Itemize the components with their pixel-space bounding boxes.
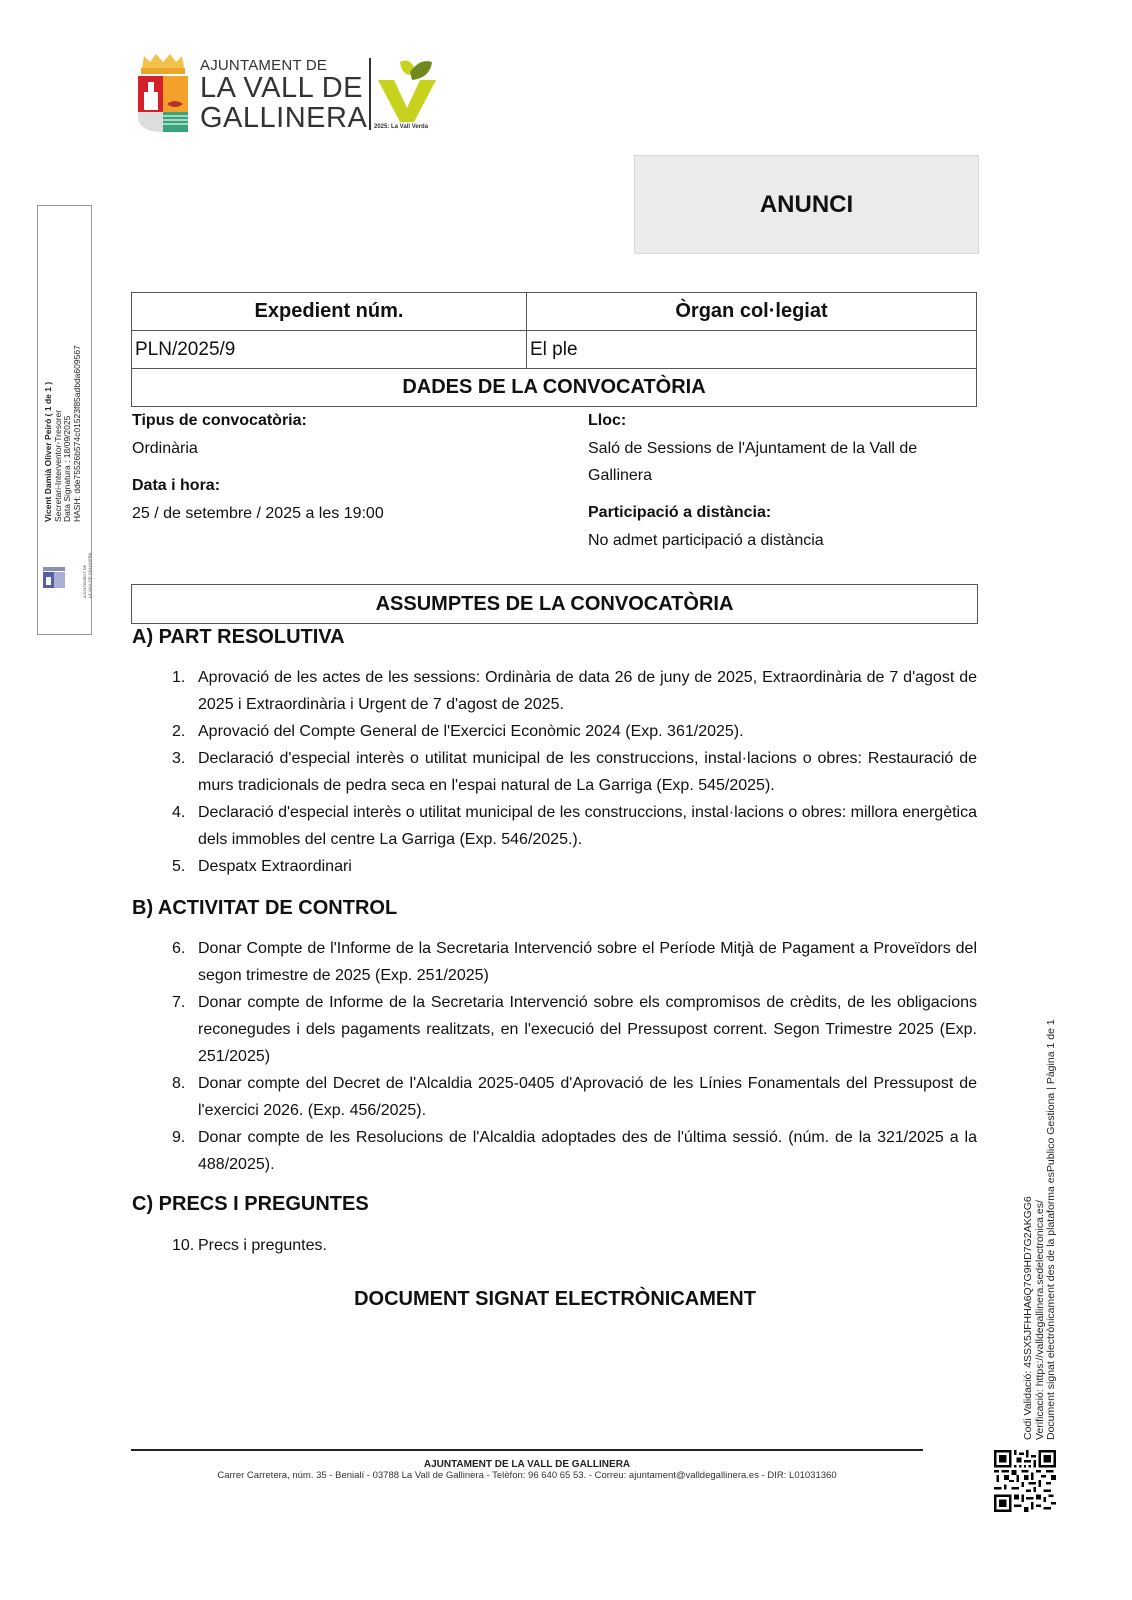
document-type-box	[634, 155, 979, 254]
agenda-item-number: 7.	[172, 994, 186, 1011]
footer-address: Carrer Carretera, núm. 35 - Benialí - 03788 La Vall de Gallinera - Telèfon: 96 640 65 53. - Correu: ajuntament@valldegallinera.es - DIR: L01031360	[217, 1470, 837, 1481]
agenda-item	[172, 1124, 977, 1178]
agenda-item	[172, 718, 977, 745]
validation-info	[1023, 1019, 1058, 1440]
header-expedient: Expedient núm.	[132, 293, 527, 331]
agenda-item-number: 4.	[172, 804, 186, 821]
stamp-caption-line1: AJUNTAMENT DE	[82, 564, 87, 598]
header-organ: Òrgan col·legiat	[527, 293, 977, 331]
logo-text-line1: LA VALL DE	[200, 72, 363, 104]
signature-date: Data Signatura : 18/09/2025	[62, 415, 72, 522]
agenda-item-number: 1.	[172, 669, 186, 686]
agenda-item-text: Precs i preguntes.	[198, 1237, 327, 1254]
section-title-dades: DADES DE LA CONVOCATÒRIA	[132, 369, 977, 407]
expedient-number: PLN/2025/9	[132, 331, 527, 369]
agenda-item-number: 8.	[172, 1075, 186, 1092]
document-type-title: ANUNCI	[759, 190, 854, 218]
agenda-item-text: Aprovació del Compte General de l'Exercici Econòmic 2024 (Exp. 361/2025).	[198, 723, 744, 740]
coat-of-arms-icon	[136, 52, 190, 134]
section-c-list	[172, 1232, 977, 1259]
agenda-item	[172, 853, 977, 880]
signer-role: Secretari-Interventor-Tresorer	[52, 409, 63, 522]
agenda-item-number: 5.	[172, 858, 186, 875]
agenda-item-text: Declaració d'especial interès o utilitat municipal de les construccions, instal·lacions o obres: millora energètica dels immobles del centre La Garriga (Exp. 546/2025.).	[198, 804, 977, 848]
agenda-item-text: Donar compte del Decret de l'Alcaldia 2025-0405 d'Aprovació de les Línies Fonamentals del Pressupost de l'exercici 2026. (Exp. 456/2025).	[198, 1075, 977, 1119]
assumptes-header-box	[131, 584, 978, 624]
agenda-item-number: 10.	[172, 1237, 195, 1254]
section-a-title: A) PART RESOLUTIVA	[132, 626, 345, 648]
logo-caption: 2025: La Vall Verda	[374, 124, 429, 130]
agenda-item-text: Despatx Extraordinari	[198, 858, 352, 875]
agenda-item-number: 3.	[172, 750, 186, 767]
signed-notice: DOCUMENT SIGNAT ELECTRÒNICAMENT	[354, 1288, 756, 1310]
footer-title: AJUNTAMENT DE LA VALL DE GALLINERA	[423, 1459, 631, 1470]
agenda-item-text: Donar Compte de l'Informe de la Secretaria Intervenció sobre el Període Mitjà de Pagament a Proveïdors del segon trimestre de 2025 (Exp. 251/2025)	[198, 940, 977, 984]
stamp-caption-line2: LA VALL DE GALLINERA	[86, 552, 92, 598]
organ-value: El ple	[527, 331, 977, 369]
stamp-logo-icon	[41, 567, 67, 589]
logo-wordmark	[200, 58, 367, 133]
signer-name: Vicent Damià Oliver Peiró ( 1 de 1 )	[43, 381, 53, 522]
section-a-list	[172, 664, 977, 880]
agenda-item	[172, 935, 977, 989]
agenda-item-text: Donar compte de les Resolucions de l'Alcaldia adoptades des de l'última sessió. (núm. de la 321/2025 a la 488/2025).	[198, 1129, 977, 1173]
agenda-item	[172, 664, 977, 718]
table-row	[132, 331, 977, 369]
participacio-label: Participació a distància:	[588, 504, 772, 521]
assumptes-title: ASSUMPTES DE LA CONVOCATÒRIA	[375, 592, 734, 615]
agenda-item	[172, 799, 977, 853]
agenda-item	[172, 989, 977, 1070]
tipus-label: Tipus de convocatòria:	[132, 412, 307, 429]
participacio-value: No admet participació a distància	[588, 532, 824, 549]
section-b-title: B) ACTIVITAT DE CONTROL	[132, 897, 398, 919]
signature-hash: HASH: dde75526b574c01523f85adbda609567	[71, 345, 82, 522]
agenda-item-number: 9.	[172, 1129, 186, 1146]
logo-text-small: AJUNTAMENT DE	[200, 57, 328, 74]
agenda-item	[172, 1232, 977, 1259]
agenda-item-text: Declaració d'especial interès o utilitat municipal de les construccions, instal·lacions o obres: Restauració de murs tradicionals de pedra seca en l'espai natural de La Garriga (Exp. 545/2025).	[198, 750, 977, 794]
qr-code-icon[interactable]	[994, 1450, 1056, 1512]
agenda-item	[172, 745, 977, 799]
agenda-item	[172, 1070, 977, 1124]
signature-details	[44, 345, 82, 522]
agenda-item-number: 2.	[172, 723, 186, 740]
logo-separator	[369, 58, 371, 130]
tipus-value: Ordinària	[132, 440, 198, 457]
platform-note: Document signat electrònicament des de la plataforma esPublico Gestiona | Pàgina 1 de 1	[1045, 1019, 1057, 1440]
validation-code: Codi Validació: 4SSX5JFHHA6Q7G9HD7G2AKGG6	[1022, 1196, 1034, 1440]
verification-url[interactable]: Verificació: https://valldegallinera.sedelectronica.es/	[1033, 1200, 1046, 1440]
data-label: Data i hora:	[132, 477, 221, 494]
agenda-item-text: Donar compte de Informe de la Secretaria Intervenció sobre els compromisos de crèdits, de les obligacions reconegudes i dels pagaments realitzats, en l'execució del Pressupost corrent. Segon Trimestre 2025 (Exp. 251/2025)	[198, 994, 977, 1065]
data-value: 25 / de setembre / 2025 a les 19:00	[132, 505, 384, 522]
section-b-list	[172, 935, 977, 1178]
lloc-value: Saló de Sessions de l'Ajuntament de la Vall de Gallinera	[588, 440, 918, 484]
stamp-logo-caption	[83, 553, 92, 598]
logo-text-line2: GALLINERA	[200, 102, 368, 134]
agenda-item-number: 6.	[172, 940, 186, 957]
lloc-label: Lloc:	[588, 412, 627, 429]
municipality-logo	[136, 52, 441, 136]
section-row	[132, 369, 977, 407]
agenda-item-text: Aprovació de les actes de les sessions: Ordinària de data 26 de juny de 2025, Extraordinària de 7 d'agost de 2025 i Extraordinària i Urgent de 7 d'agost de 2025.	[198, 669, 977, 713]
table-header-row	[132, 293, 977, 331]
footer-divider	[131, 1449, 923, 1451]
leaf-v-icon	[376, 54, 438, 124]
expedient-table	[131, 292, 977, 407]
section-c-title: C) PRECS I PREGUNTES	[132, 1193, 369, 1215]
